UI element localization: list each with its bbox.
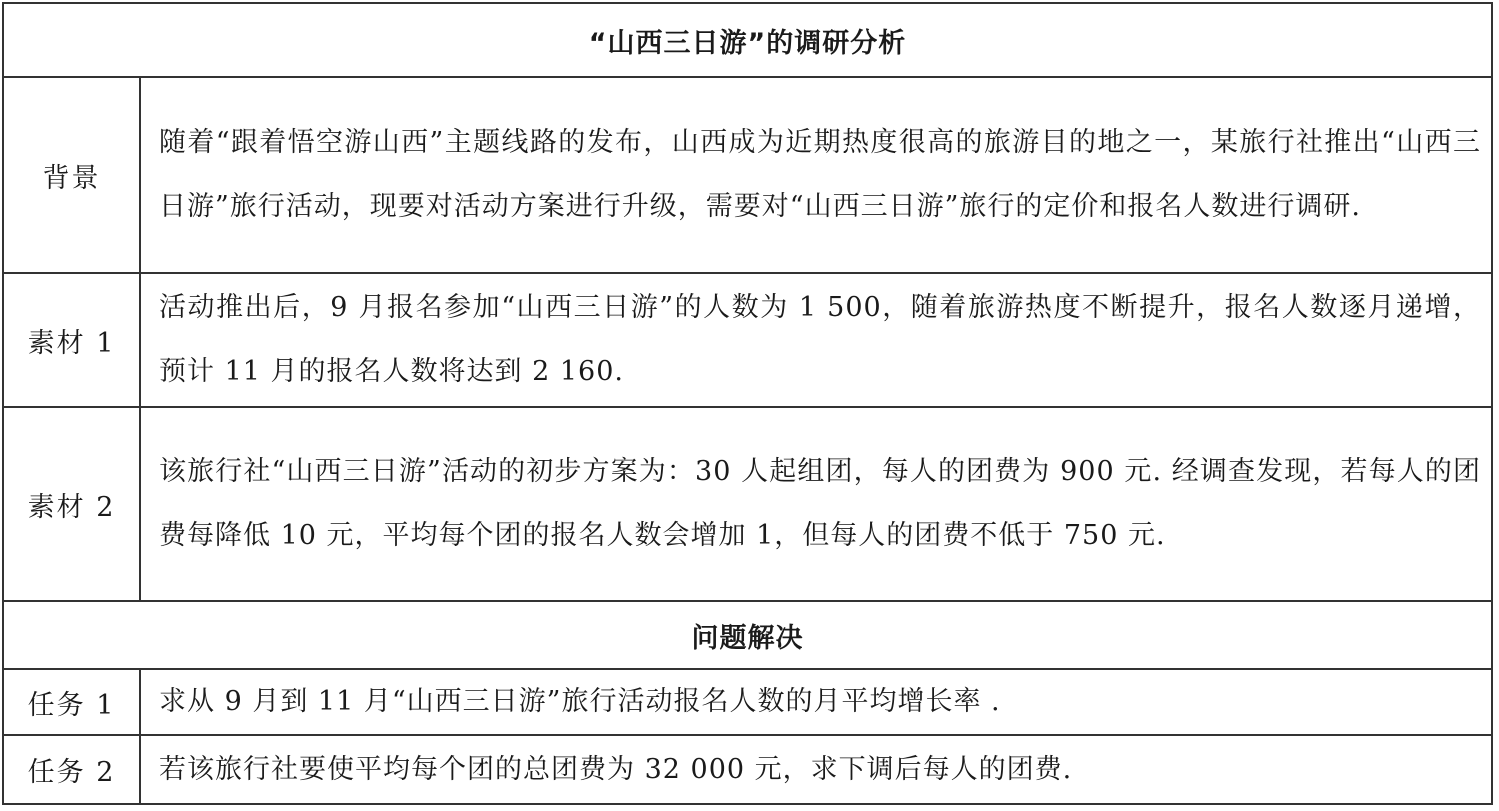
row-label-background: 背景 [3,77,140,273]
survey-analysis-table [2,2,1493,805]
row-content-background: 随着“跟着悟空游山西”主题线路的发布，山西成为近期热度很高的旅游目的地之一，某旅行社推出“山西三日游”旅行活动，现要对活动方案进行升级，需要对“山西三日游”旅行的定价和报名人数进行调研. [140,77,1492,273]
row-content-material-2: 该旅行社“山西三日游”活动的初步方案为：30 人起组团，每人的团费为 900 元. 经调查发现，若每人的团费每降低 10 元，平均每个团的报名人数会增加 1，但每人的团费不低于 750 元. [140,407,1492,601]
row-label-material-2: 素材 2 [3,407,140,601]
row-label-material-1: 素材 1 [3,273,140,407]
row-content-task-2: 若该旅行社要使平均每个团的总团费为 32 000 元，求下调后每人的团费. [140,735,1492,804]
table-row-task-2 [3,735,1492,804]
row-content-task-1: 求从 9 月到 11 月“山西三日游”旅行活动报名人数的月平均增长率 . [140,669,1492,735]
row-label-task-2: 任务 2 [3,735,140,804]
section-row-problem-solving [3,601,1492,669]
table-row-background [3,77,1492,273]
section-title: 问题解决 [3,601,1492,669]
table-row-task-1 [3,669,1492,735]
survey-table [2,2,1493,805]
table-row-material-1 [3,273,1492,407]
row-content-material-1: 活动推出后，9 月报名参加“山西三日游”的人数为 1 500，随着旅游热度不断提升，报名人数逐月递增，预计 11 月的报名人数将达到 2 160. [140,273,1492,407]
row-label-task-1: 任务 1 [3,669,140,735]
title-row [3,3,1492,77]
table-row-material-2 [3,407,1492,601]
table-title: “山西三日游”的调研分析 [3,3,1492,77]
